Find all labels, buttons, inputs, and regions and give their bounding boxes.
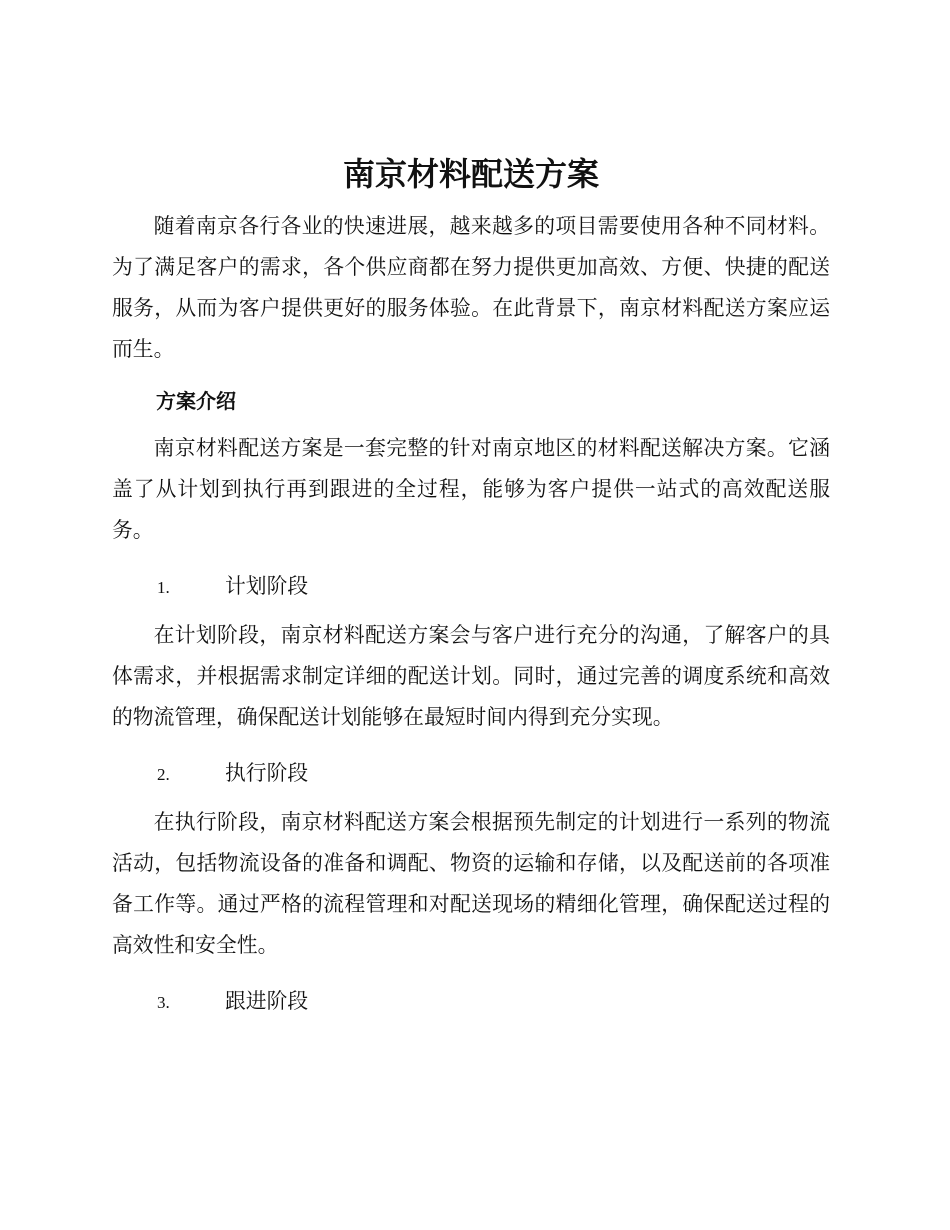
stage-item-execute [112,758,830,790]
section-intro-paragraph: 南京材料配送方案是一套完整的针对南京地区的材料配送解决方案。它涵盖了从计划到执行再到跟进的全过程，能够为客户提供一站式的高效配送服务。 [112,436,830,542]
stage-label: 执行阶段 [225,761,309,785]
stage-number: 2. [157,765,170,784]
stage-label: 计划阶段 [225,574,309,598]
section-heading: 方案介绍 [156,389,236,413]
stage-paragraph-plan: 在计划阶段，南京材料配送方案会与客户进行充分的沟通，了解客户的具体需求，并根据需求制定详细的配送计划。同时，通过完善的调度系统和高效的物流管理，确保配送计划能够在最短时间内得到充分实现。 [112,623,830,729]
stage-item-follow-up [112,986,830,1018]
document-title: 南京材料配送方案 [342,155,599,193]
stage-label: 跟进阶段 [225,989,309,1013]
intro-paragraph: 随着南京各行各业的快速进展，越来越多的项目需要使用各种不同材料。为了满足客户的需求，各个供应商都在努力提供更加高效、方便、快捷的配送服务，从而为客户提供更好的服务体验。在此背景下，南京材料配送方案应运而生。 [112,214,830,361]
document-page [112,148,830,1028]
stage-number: 1. [157,578,170,597]
stage-item-plan [112,571,830,603]
stage-paragraph-execute: 在执行阶段，南京材料配送方案会根据预先制定的计划进行一系列的物流活动，包括物流设备的准备和调配、物资的运输和存储，以及配送前的各项准备工作等。通过严格的流程管理和对配送现场的精细化管理，确保配送过程的高效性和安全性。 [112,810,830,957]
stage-number: 3. [157,993,170,1012]
